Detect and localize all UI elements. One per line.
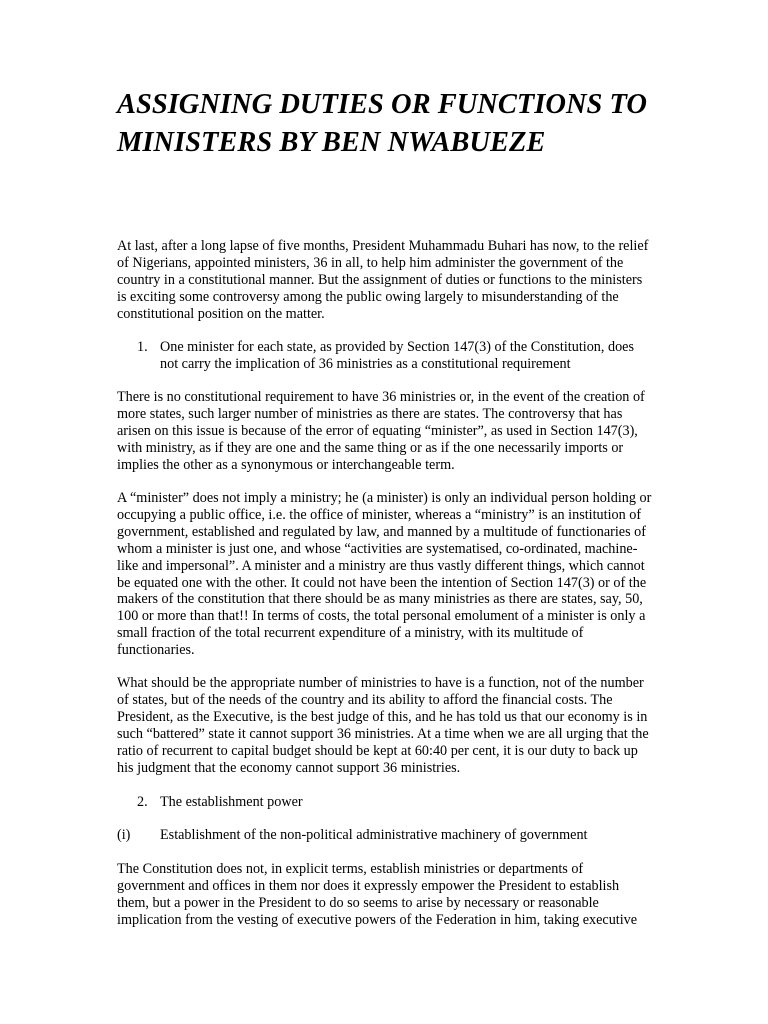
paragraph-3: A “minister” does not imply a ministry; he (a minister) is only an individual person holding or occupying a public office, i.e. the office of minister, whereas a “ministry” is an institution of government, established and regulated by law, and manned by a multitude of functionaries of whom a minister is just one, and whose “activities are systematised, co-ordinated, machine-like and impersonal”. A minister and a ministry are thus vastly different things, which cannot be equated one with the other. It could not have been the intention of Section 147(3) or of the makers of the constitution that there should be as many ministries as there are states, say, 50, 100 or more than that!! In terms of costs, the total personal emolument of a minister is only a small fraction of the total recurrent expenditure of a ministry, with its multitude of functionaries. (117, 490, 652, 659)
document-title: ASSIGNING DUTIES OR FUNCTIONS TO MINISTERS BY BEN NWABUEZE (117, 89, 648, 158)
list-item-1-text: One minister for each state, as provided by Section 147(3) of the Constitution, does not carry the implication of 36 ministries as a constitutional requirement (160, 339, 634, 372)
sub-item-number: (i) (117, 827, 131, 843)
sub-item-text: Establishment of the non-political administrative machinery of government (160, 827, 588, 843)
paragraph-4: What should be the appropriate number of ministries to have is a function, not of the number of states, but of the needs of the country and its ability to afford the financial costs. The President, as the Executive, is the best judge of this, and he has told us that our economy is in such “battered” state it cannot support 36 ministries. At a time when we are all urging that the ratio of recurrent to capital budget should be kept at 60:40 per cent, it is our duty to back up his judgment that the economy cannot support 36 ministries. (117, 675, 649, 776)
list-item-2-number: 2. (137, 794, 148, 810)
list-item-2-text: The establishment power (160, 794, 303, 810)
paragraph-1: At last, after a long lapse of five months, President Muhammadu Buhari has now, to the relief of Nigerians, appointed ministers, 36 in all, to help him administer the government of the country in a constitutional manner. But the assignment of duties or functions to the ministers is exciting some controversy among the public owing largely to misunderstanding of the constitutional position on the matter. (117, 238, 649, 322)
list-item-1-number: 1. (137, 339, 148, 355)
paragraph-2: There is no constitutional requirement to have 36 ministries or, in the event of the creation of more states, such larger number of ministries as there are states. The controversy that has arisen on this issue is because of the error of equating “minister”, as used in Section 147(3), with ministry, as if they are one and the same thing or as if the one necessarily imports or implies the other as a synonymous or interchangeable term. (117, 389, 645, 473)
paragraph-5: The Constitution does not, in explicit terms, establish ministries or departments of government and offices in them nor does it expressly empower the President to establish them, but a power in the President to do so seems to arise by necessary or reasonable implication from the vesting of executive powers of the Federation in him, taking executive (117, 861, 638, 928)
